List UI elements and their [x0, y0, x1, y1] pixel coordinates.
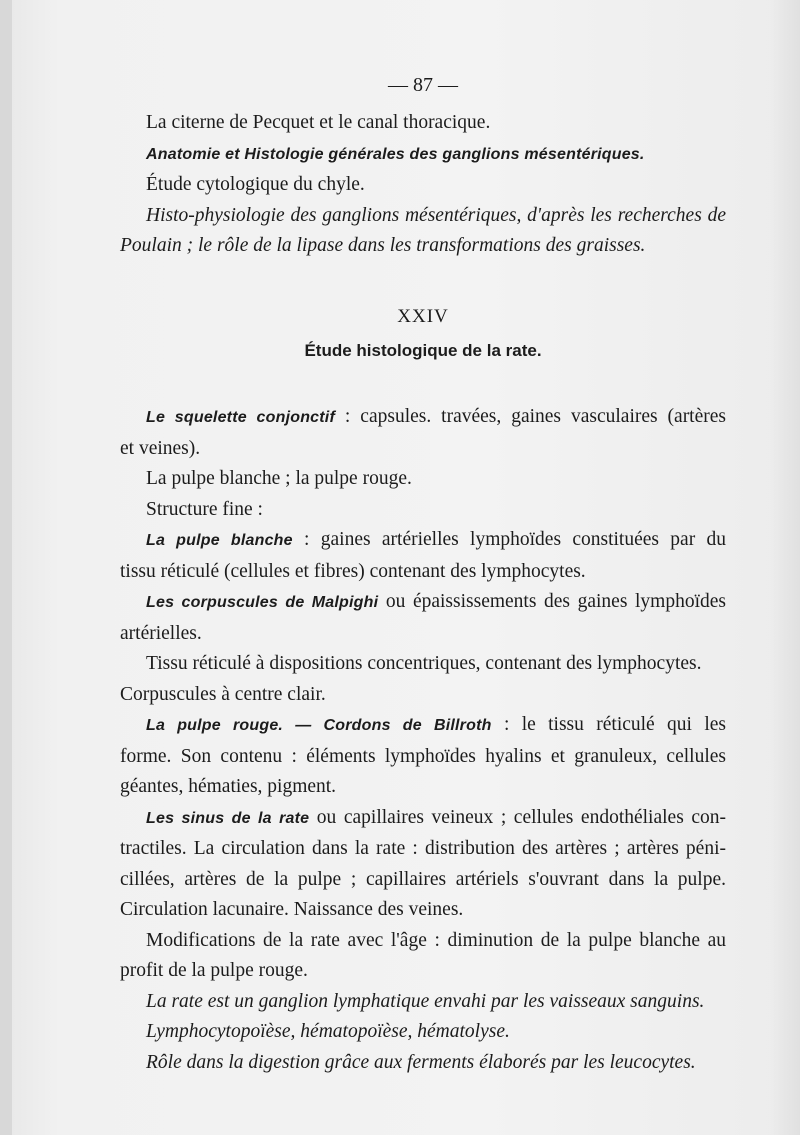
term-label: Les sinus de la rate: [146, 809, 310, 827]
section-number: XXIV: [397, 305, 449, 327]
paragraph-line: et veines).: [120, 437, 201, 459]
page-number: — 87 —: [388, 74, 458, 96]
paragraph-line: profit de la pulpe rouge.: [120, 960, 308, 981]
paragraph-line: [120, 803, 726, 835]
paragraph-line: Structure fine :: [146, 498, 263, 520]
text-line: La citerne de Pecquet et le canal thoracique.: [146, 112, 491, 133]
paragraph-line: [120, 587, 726, 619]
paragraph-line: [120, 525, 726, 557]
term-label: La pulpe rouge. — Cordons de Billroth: [146, 717, 492, 734]
paragraph-line: Circulation lacunaire. Naissance des veines.: [120, 899, 464, 920]
paragraph-line: [120, 402, 726, 434]
italic-line: Rôle dans la digestion grâce aux ferments élaborés par les leucocytes.: [146, 1051, 696, 1073]
bold-italic-title: Anatomie et Histologie générales des ganglions mésentériques.: [146, 145, 645, 163]
term-label: La pulpe blanche: [146, 532, 293, 549]
paragraph-line: [120, 710, 726, 742]
term-text: : gaines artérielles lymphoïdes constituées par du: [292, 529, 726, 550]
term-text: ou épaississements des gaines lymphoïdes: [378, 591, 726, 612]
page-content: [120, 70, 726, 1078]
term-text: : le tissu réticulé qui les: [491, 714, 726, 735]
paragraph-line: La pulpe blanche ; la pulpe rouge.: [146, 468, 412, 489]
paragraph-line: Corpuscules à centre clair.: [120, 683, 326, 705]
section-title: Étude histologique de la rate.: [304, 341, 542, 360]
term-label: Le squelette conjonctif: [146, 409, 335, 426]
term-label: Les corpuscules de Malpighi: [146, 594, 379, 611]
book-page: [12, 0, 800, 1135]
term-text: ou capillaires veineux ; cellules endothéliales con-: [309, 806, 727, 828]
italic-line: La rate est un ganglion lymphatique envahi par les vaisseaux sanguins.: [146, 990, 705, 1012]
term-text: : capsules. travées, gaines vasculaires (artères: [334, 406, 726, 427]
subject-heading: [120, 139, 726, 171]
paragraph-line: géantes, hématies, pigment.: [120, 776, 337, 797]
paragraph-line: artérielles.: [120, 622, 202, 644]
italic-line: Histo-physiologie des ganglions mésentériques, d'après les recherches de: [146, 204, 726, 226]
paragraph-line: tractiles. La circulation dans la rate : distribution des artères ; artères péni-: [120, 838, 726, 859]
paragraph-line: forme. Son contenu : éléments lymphoïdes hyalins et granuleux, cellules: [120, 745, 726, 767]
italic-line: Poulain ; le rôle de la lipase dans les transformations des graisses.: [120, 235, 646, 256]
paragraph-line: cillées, artères de la pulpe ; capillaires artériels s'ouvrant dans la pulpe.: [120, 868, 726, 890]
paragraph-line: Tissu réticulé à dispositions concentriques, contenant des lymphocytes.: [146, 653, 702, 674]
italic-line: Lymphocytopoïèse, hématopoïèse, hématolyse.: [146, 1021, 510, 1042]
paragraph-line: Modifications de la rate avec l'âge : diminution de la pulpe blanche au: [146, 929, 726, 951]
text-line: Étude cytologique du chyle.: [146, 174, 365, 195]
paragraph-line: tissu réticulé (cellules et fibres) contenant des lymphocytes.: [120, 560, 586, 582]
